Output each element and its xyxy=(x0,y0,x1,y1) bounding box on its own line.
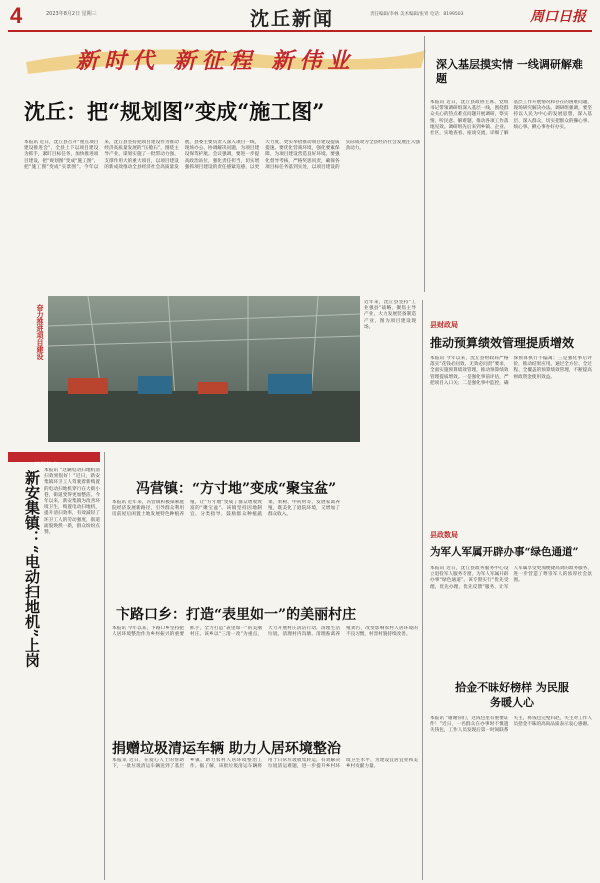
bulukou-body: 本报讯 今年以来，卞路口乡坚持把人居环境整治作为乡村振兴的重要抓手，全力打造“表里如一”的美丽村庄。该乡以“三清一改”为重点，大力开展村庄清洁行动，清理生活垃圾、清理村内沟塘、清理畜禽养殖粪污，改变影响农村人居环境的不良习惯，村容村貌持续改善。 xyxy=(112,626,418,638)
section-title: 沈丘新闻 xyxy=(250,8,335,30)
right-top-headline: 深入基层摸实情 一线调研解难题 xyxy=(436,58,583,85)
veteran-headline: 为军人军属开辟办事“绿色通道” xyxy=(430,546,579,558)
fiscal-headline: 推动预算绩效管理提质增效 xyxy=(430,336,575,350)
model-headline: 拾金不昧好榜样 为民服务暖人心 xyxy=(455,681,569,709)
model-body: 本报讯 “谢谢你们，这钱包里有重要证件！”近日，一名群众在办事时不慎遗失钱包，工作人员发现后第一时间联系失主，将钱包完璧归赵，失主对工作人员拾金不昧的高尚品质表示衷心感谢。 xyxy=(430,716,592,734)
factory-photo xyxy=(48,296,360,442)
issue-date: 2023年8月2日 星期三 xyxy=(46,11,97,17)
bulukou-headline: 卞路口乡：打造“表里如一”的美丽村庄 xyxy=(116,607,357,623)
masthead-rule xyxy=(8,30,592,32)
lead-body: 本报讯 近日，沈丘县召开“重点项目建设推进会”，全县上下以项目建设为抓手，紧盯目标任务，加快推进项目建设，把“规划图”变成“施工图”、把“施工图”变成“实景图”。今年以来，沈丘县坚持把项目建设作为推动经济高质量发展的“压舱石”，围绕主导产业，谋划实施了一批带动力强、支撑作用大的重大项目，以项目建设的新成效推动全县经济社会高质量发展。县委主要负责人深入项目一线，现场办公、协调解决问题，为项目建设保驾护航。会议强调，要进一步提高政治站位，强化责任担当，切实增强抓项目建设的责任感紧迫感，以更大力度、更实举措推动项目建设提质提速。要优化营商环境，强化要素保障，为项目建设营造良好环境。要强化督导考核，严格奖惩问责，确保各项目标任务落到实处，以项目建设的实际成效为全县经济社会发展注入强劲动力。 xyxy=(24,140,420,170)
slogan-text: 新时代 新征程 新伟业 xyxy=(76,48,356,74)
side-headline: 新安集镇：“电动扫地机”上岗 xyxy=(23,470,41,668)
side-kicker xyxy=(8,452,100,469)
paper-name: 周口日报 xyxy=(530,9,586,25)
editor-line: 责任编辑/李林 美术编辑/张胃 电话：8199503 xyxy=(370,12,464,17)
veteran-body: 本报讯 近日，沈丘县政务服务中心设立退役军人服务专窗，为军人军属开辟办事“绿色通道”。该专窗实行“优先受理、优先办理、优先反馈”服务，让军人军属享受更加便捷高效的政务服务，进一步营造了尊崇军人的浓厚社会氛围。 xyxy=(430,566,592,590)
fengying-headline: 冯营镇：“方寸地”变成“聚宝盆” xyxy=(136,481,337,497)
side-kicker-label: 基层传真 xyxy=(34,462,59,469)
slogan-banner xyxy=(16,38,436,78)
page-number: 4 xyxy=(10,3,23,28)
lead-headline: 沈丘：把“规划图”变成“施工图” xyxy=(24,99,325,124)
fiscal-dept: 县财政局 xyxy=(430,321,458,329)
right-top-body: 本报讯 近日，沈丘县政协主席、党组书记带领调研组深入基层一线，围绕群众关心的热点难点问题开展调研，察实情、听民意、解难题，推动各项工作落地见效。调研组先后来到乡镇、企业、社区，实地查看、座谈交流，详细了解基层工作开展情况和存在的困难问题，现场研究解决办法。调研组强调，要坚持以人民为中心的发展思想，深入基层、深入群众，切实把群众的操心事、烦心事、揪心事办好办实。 xyxy=(430,100,592,137)
veteran-dept: 县政数局 xyxy=(430,531,458,539)
photo-caption-title: 奋力推进项目建设 xyxy=(36,304,45,360)
photo-caption: 近年来，沈丘县坚持“工业强县”战略，聚焦主导产业，大力发展装备制造产业，图为项目建设现场。 xyxy=(364,300,416,330)
fengying-body: 本报讯 近年来，冯营镇积极探索庭院经济发展新路径，引导群众利用房前屋后闲置土地发展特色种植养殖，让“方寸地”变成了群众增收致富的“聚宝盆”。该镇坚持因地制宜、分类指导，鼓励群众种植蔬菜、果树、中药材等，发展家禽养殖，既美化了庭院环境，又增加了群众收入。 xyxy=(112,500,340,518)
donation-body: 本报讯 近日，在爱心人士的帮助下，一批垃圾清运车辆送到了基层乡镇，助力农村人居环境整治工作。据了解，该批垃圾清运车辆将用于日常垃圾收集转运，有效解决垃圾清运难题，进一步提升乡村环境卫生水平，为建设宜居宜业和美乡村贡献力量。 xyxy=(112,758,418,770)
masthead xyxy=(0,0,600,30)
fiscal-body: 本报讯 今年以来，沈丘县财政局严格落实“花钱必问效、无效必问责”要求，全面实施预算绩效管理，推动预算绩效管理提质增效。一是强化事前评估，严把项目入口关；二是强化事中监控，确保预算执行不偏离；三是强化事后评价，推动结果应用。通过全方位、全过程、全覆盖的预算绩效管理，不断提高财政资金使用效益。 xyxy=(430,356,592,386)
donation-headline: 捐赠垃圾清运车辆 助力人居环境整治 xyxy=(112,741,341,757)
side-body: 本报讯 “这辆电动扫地机清扫效果很好！”近日，新安集镇环卫工人驾驶着新购置的电动扫地机穿行在大街小巷，街道变得更加整洁。今年以来，新安集镇为改善环境卫生，购置电动扫地机，提升清扫效率，有效减轻了环卫工人的劳动强度，街道面貌焕然一新，群众纷纷点赞。 xyxy=(44,468,100,536)
factory-interior-icon xyxy=(48,296,360,442)
